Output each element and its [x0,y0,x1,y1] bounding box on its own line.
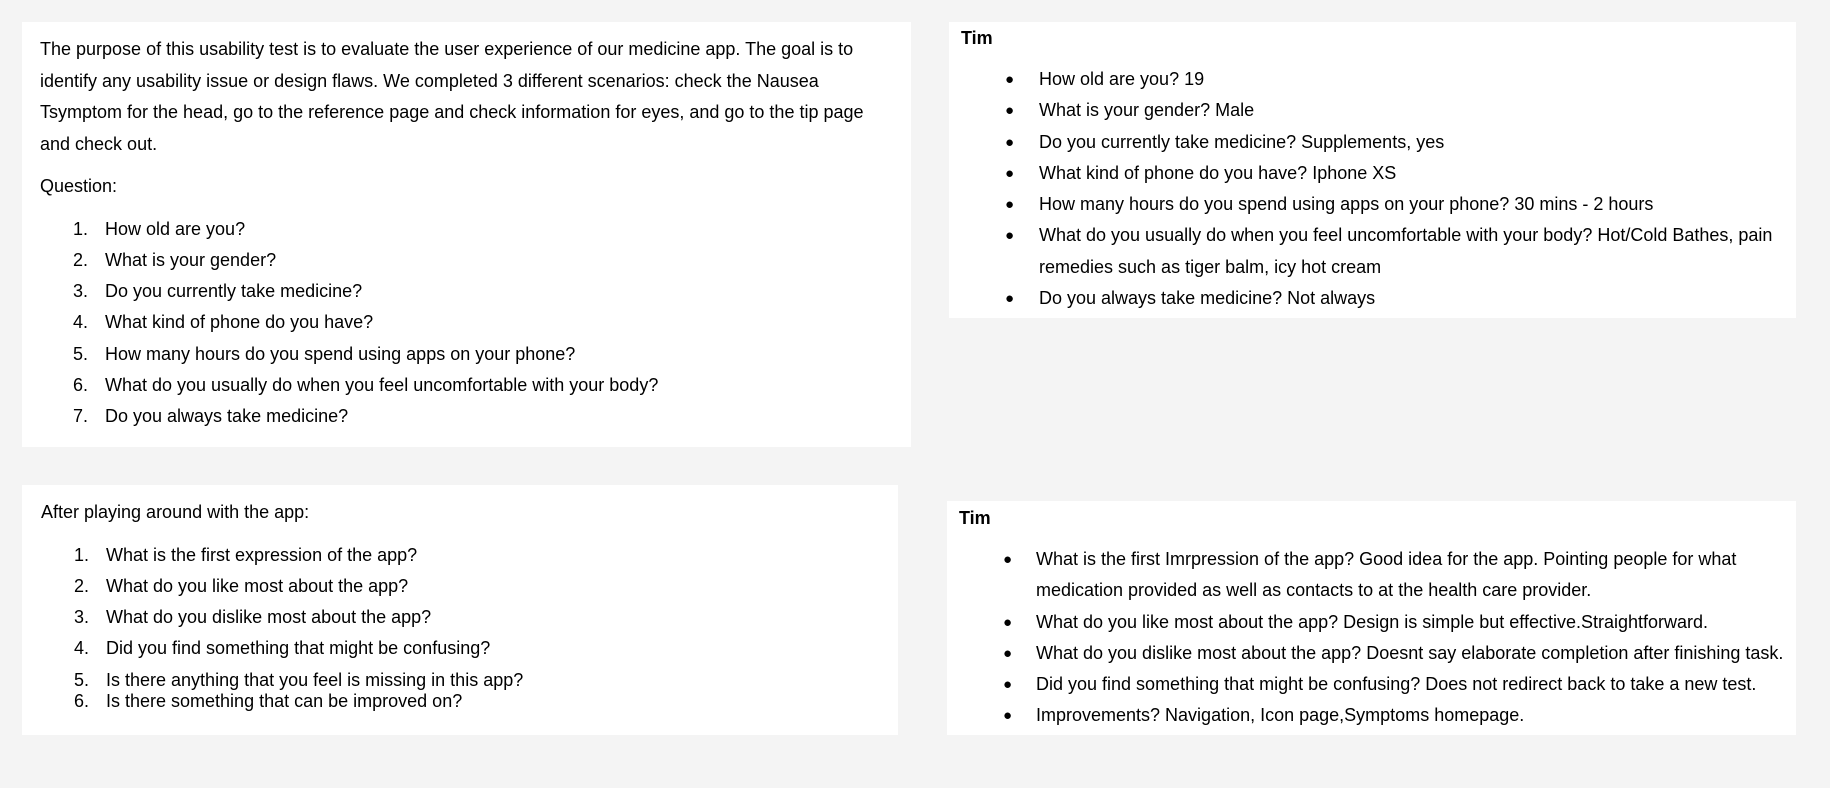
bullet-icon: ● [1005,71,1015,88]
list-item [961,64,1784,95]
after-questions-card [22,485,898,735]
answer-text: What is your gender? Male [1039,100,1255,121]
answer-text: What kind of phone do you have? Iphone XS [1039,162,1397,183]
tim-answers-card-1 [949,22,1796,318]
list-item [40,339,893,370]
answer-text: Do you always take medicine? Not always [1039,288,1376,309]
answer-text: Do you currently take medicine? Supplements, yes [1039,131,1445,152]
bullet-icon: ● [1005,133,1015,151]
participant-name: Tim [961,28,993,48]
list-number: 3. [73,281,89,302]
list-item [959,669,1784,700]
list-number: 5. [74,669,90,690]
list-item [41,686,879,717]
bullet-icon: ● [1005,290,1015,308]
question-text: What is your gender? [105,249,277,270]
question-list [41,540,879,718]
bullet-icon: ● [1003,551,1013,568]
list-number: 4. [74,638,90,659]
answer-text: Improvements? Navigation, Icon page,Symptoms homepage. [1036,705,1525,726]
list-number: 5. [73,343,89,364]
bullet-icon: ● [1003,644,1013,662]
bullet-icon: ● [1003,707,1013,725]
bullet-icon: ● [1005,164,1015,182]
question-text: Is there something that can be improved on? [106,690,463,711]
list-item [961,127,1784,158]
list-item [40,307,893,338]
list-item [959,607,1784,638]
question-text: How many hours do you spend using apps on your phone? [105,343,576,364]
question-text: What do you usually do when you feel uncomfortable with your body? [105,374,659,395]
bullet-icon: ● [1005,227,1015,245]
list-item [40,276,893,307]
list-item [961,189,1784,220]
after-heading: After playing around with the app: [41,502,310,522]
bullet-icon: ● [1005,102,1015,120]
answer-text: What do you like most about the app? Design is simple but effective.Straightforward. [1036,611,1709,632]
question-text: How old are you? [105,218,246,239]
question-list [40,214,893,433]
question-text: What do you like most about the app? [106,575,409,596]
list-item [41,602,879,633]
answer-text: How old are you? 19 [1039,69,1205,89]
question-text: Do you currently take medicine? [105,281,363,302]
list-item [959,638,1784,669]
bullet-icon: ● [1003,613,1013,631]
list-item [961,95,1784,126]
list-number: 4. [73,312,89,333]
answer-list [961,64,1784,314]
tim-answers-card-2 [947,501,1796,735]
question-text: What is the first expression of the app? [106,544,418,565]
intro-card [22,22,911,447]
list-item [961,220,1784,283]
question-text: What do you dislike most about the app? [106,607,432,628]
question-label: Question: [40,176,118,196]
answer-text: How many hours do you spend using apps on your phone? 30 mins - 2 hours [1039,194,1654,215]
list-item [41,633,879,664]
list-item [959,544,1784,607]
bullet-icon: ● [1003,676,1013,694]
list-item [961,283,1784,314]
list-item [961,158,1784,189]
answer-text: What do you usually do when you feel uncomfortable with your body? Hot/Cold Bathes, pain remedies such as tiger balm, icy hot cream [1039,225,1773,277]
bullet-icon: ● [1005,196,1015,214]
list-number: 1. [73,218,89,239]
answer-text: Did you find something that might be confusing? Does not redirect back to take a new test. [1036,674,1757,695]
participant-name: Tim [959,508,991,528]
list-number: 7. [73,406,89,427]
list-item [41,571,879,602]
list-item [40,245,893,276]
list-item [959,700,1784,731]
question-text: What kind of phone do you have? [105,312,374,333]
list-number: 6. [73,374,89,395]
answer-text: What is the first Imrpression of the app? Good idea for the app. Pointing people for what medication provided as well as contacts to at the health care provider. [1036,549,1737,601]
list-item [41,540,879,571]
list-item [40,370,893,401]
list-number: 2. [73,249,89,270]
list-number: 1. [74,544,90,565]
list-item [40,214,893,245]
answer-list [959,544,1784,732]
list-number: 2. [74,575,90,596]
question-text: Is there anything that you feel is missing in this app? [106,669,524,690]
list-number: 6. [74,690,90,711]
question-text: Do you always take medicine? [105,406,349,427]
purpose-paragraph: The purpose of this usability test is to evaluate the user experience of our medicine app. The goal is to identify any usability issue or design flaws. We completed 3 different scenarios: check the Nausea Tsymptom for the head, go to the reference page and check information for eyes, and go to the tip page and check out. [40,39,864,154]
question-text: Did you find something that might be confusing? [106,638,491,659]
list-number: 3. [74,607,90,628]
answer-text: What do you dislike most about the app? Doesnt say elaborate completion after finishing task. [1036,642,1784,663]
list-item [40,401,893,432]
